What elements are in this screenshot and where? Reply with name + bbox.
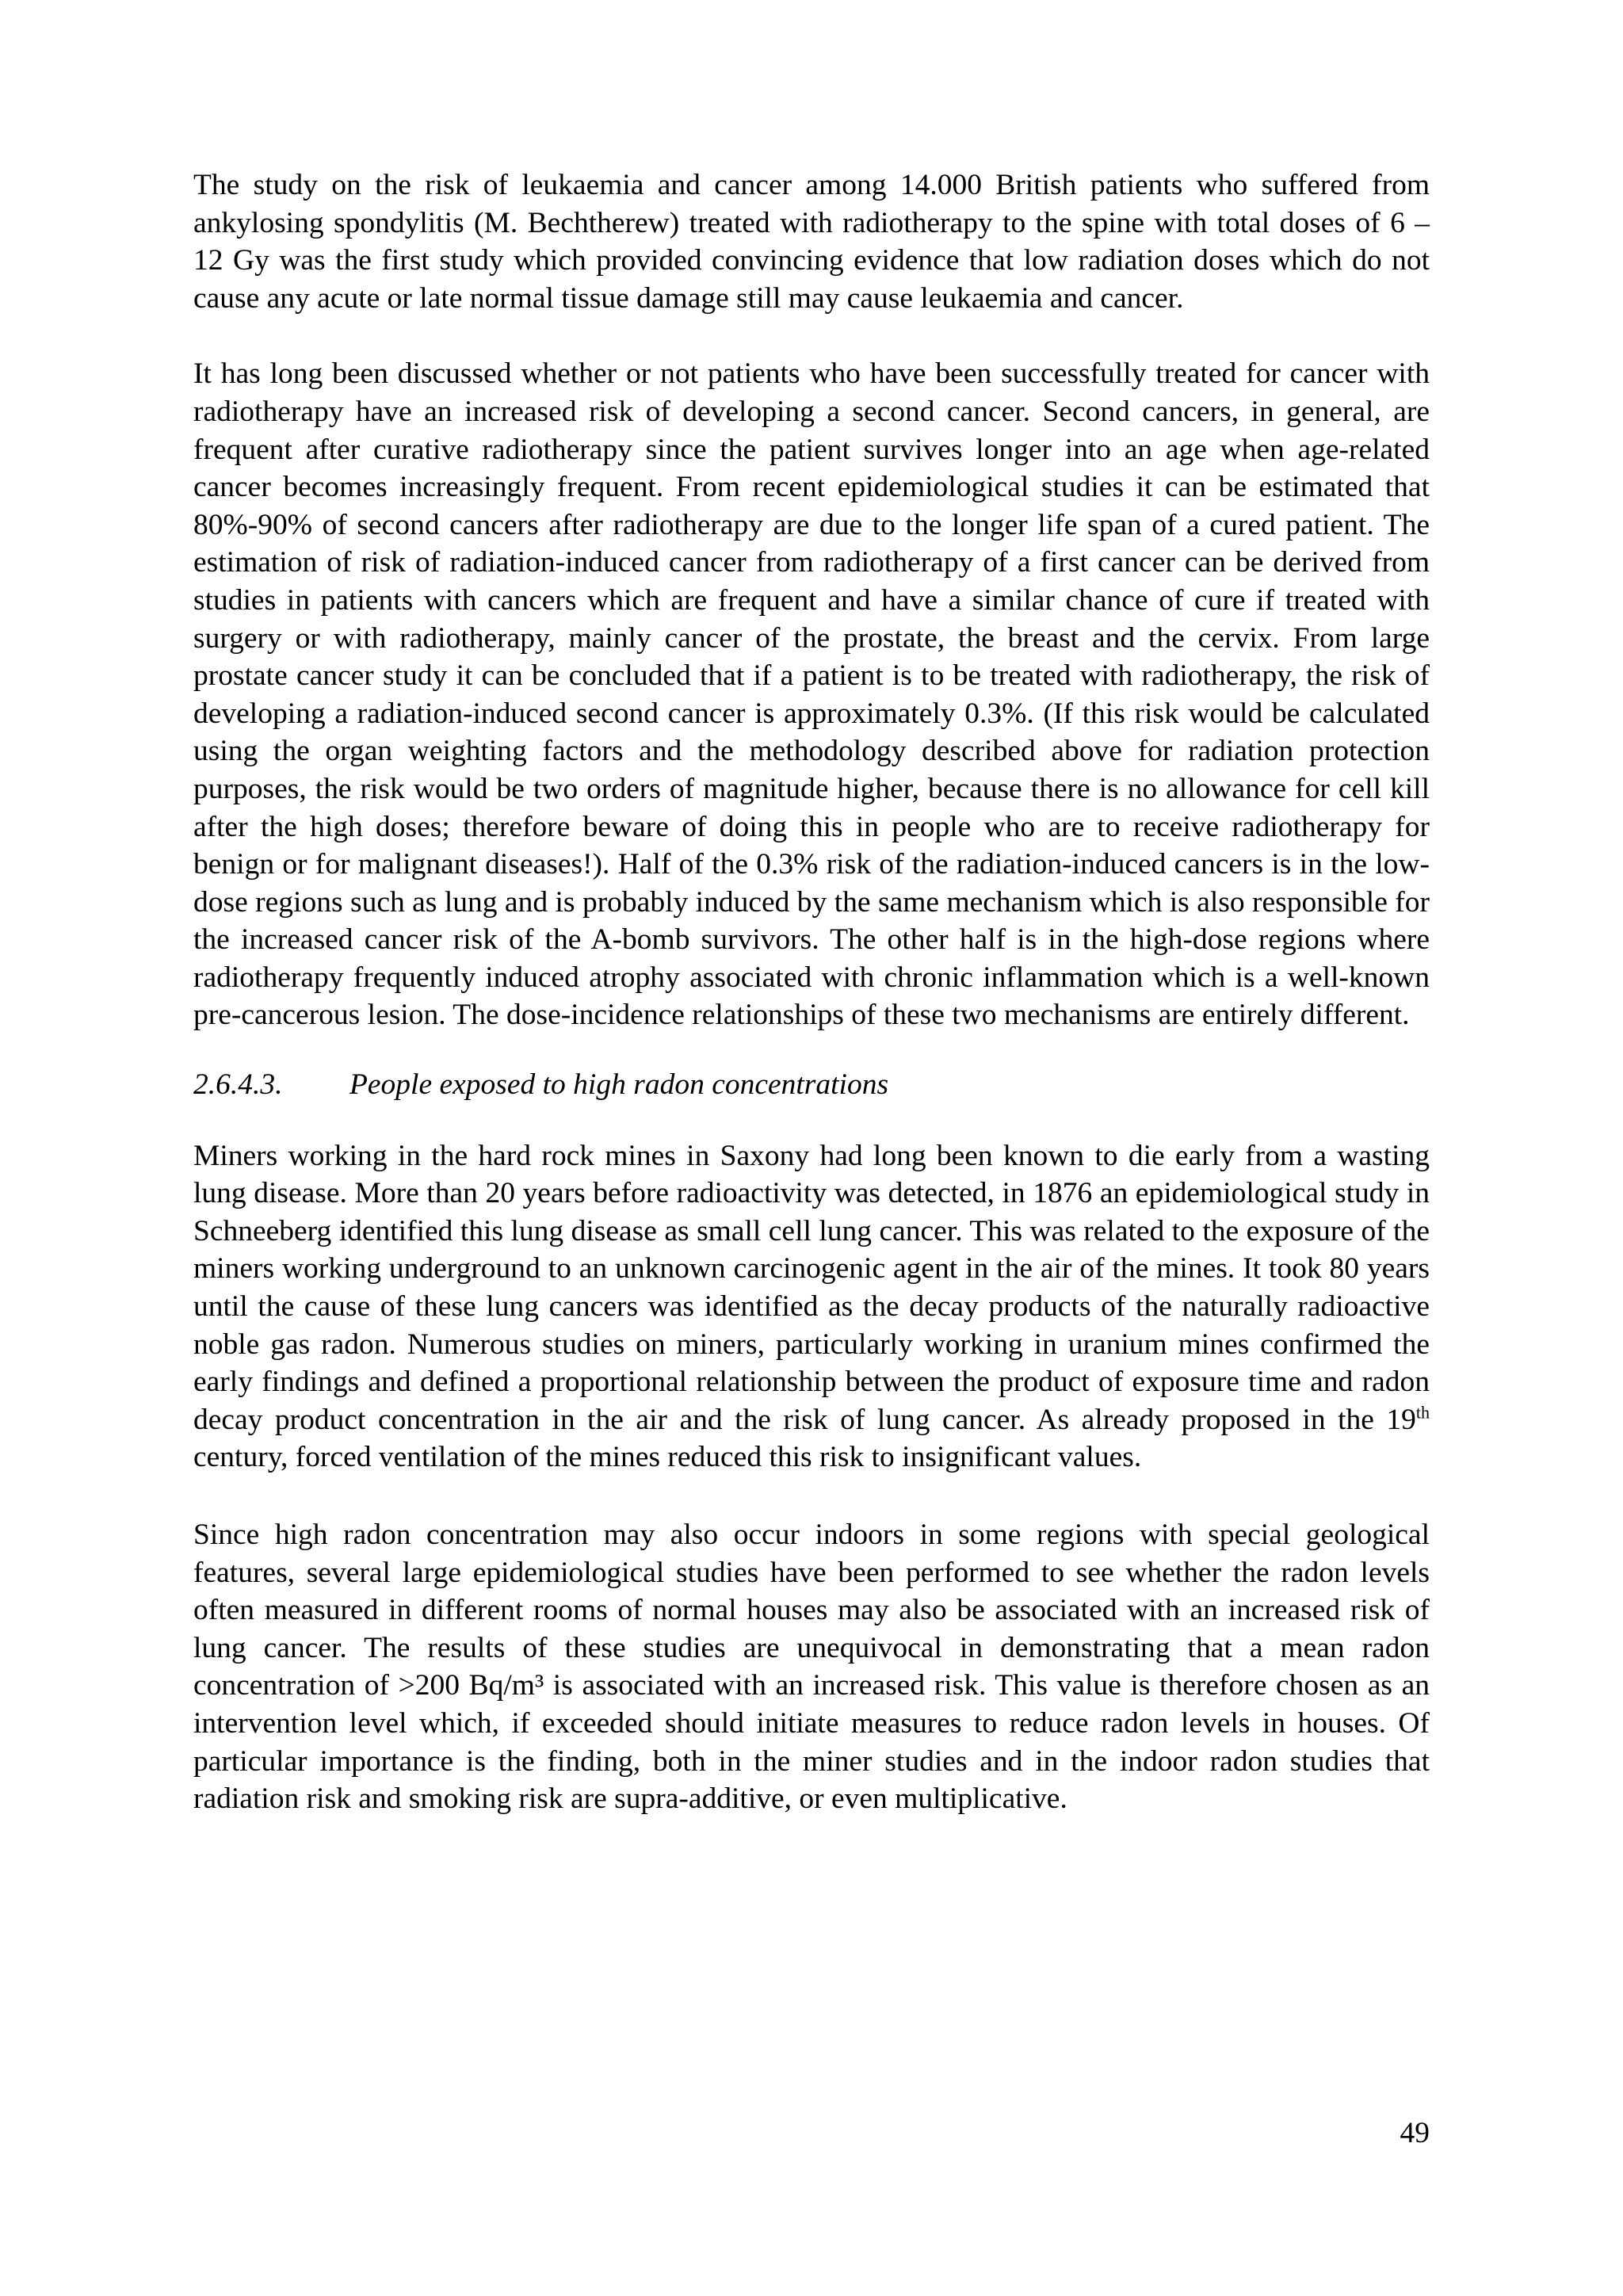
miners-text-part-2: century, forced ventilation of the mines reduced this risk to insignificant values.: [193, 1441, 1142, 1474]
section-heading: [193, 1066, 1430, 1104]
page-number: 49: [1400, 2117, 1430, 2149]
paragraph-indoor-radon: Since high radon concentration may also occur indoors in some regions with special geological features, several large epidemiological studies have been performed to see whether the radon levels often measured in different rooms of normal houses may also be associated with an increased risk of lung cancer. The results of these studies are unequivocal in demonstrating that a mean radon concentration of >200 Bq/m³ is associated with an increased risk. This value is therefore chosen as an intervention level which, if exceeded should initiate measures to reduce radon levels in houses. Of particular importance is the finding, both in the miner studies and in the indoor radon studies that radiation risk and smoking risk are supra-additive, or even multiplicative.: [193, 1519, 1430, 1816]
miners-text-part-1: Miners working in the hard rock mines in Saxony had long been known to die early from a wasting lung disease. More than 20 years before radioactivity was detected, in 1876 an epidemiological study in Schneeberg identified this lung disease as small cell lung cancer. This was related to the exposure of the miners working underground to an unknown carcinogenic agent in the air of the mines. It took 80 years until the cause of these lung cancers was identified as the decay products of the naturally radioactive noble gas radon. Numerous studies on miners, particularly working in uranium mines confirmed the early findings and defined a proportional relationship between the product of exposure time and radon decay product concentration in the air and the risk of lung cancer. As already proposed in the 19: [193, 1139, 1430, 1436]
page-body: [193, 166, 1430, 1818]
section-number: 2.6.4.3.: [193, 1068, 283, 1102]
paragraph-miners-radon: [193, 1137, 1430, 1477]
paragraph-second-cancer-risk: It has long been discussed whether or not patients who have been successfully treated for cancer with radiotherapy have an increased risk of developing a second cancer. Second cancers, in general, are frequent after curative radiotherapy since the patient survives longer into an age when age-related cancer becomes increasingly frequent. From recent epidemiological studies it can be estimated that 80%-90% of second cancers after radiotherapy are due to the longer life span of a cured patient. The estimation of risk of radiation-induced cancer from radiotherapy of a first cancer can be derived from studies in patients with cancers which are frequent and have a similar chance of cure if treated with surgery or with radiotherapy, mainly cancer of the prostate, the breast and the cervix. From large prostate cancer study it can be concluded that if a patient is to be treated with radiotherapy, the risk of developing a radiation-induced second cancer is approximately 0.3%. (If this risk would be calculated using the organ weighting factors and the methodology described above for radiation protection purposes, the risk would be two orders of magnitude higher, because there is no allowance for cell kill after the high doses; therefore beware of doing this in people who are to receive radiotherapy for benign or for malignant diseases!). Half of the 0.3% risk of the radiation-induced cancers is in the low-dose regions such as lung and is probably induced by the same mechanism which is also responsible for the increased cancer risk of the A-bomb survivors. The other half is in the high-dose regions where radiotherapy frequently induced atrophy associated with chronic inflammation which is a well-known pre-cancerous lesion. The dose-incidence relationships of these two mechanisms are entirely different.: [193, 357, 1430, 1032]
paragraph-spondylitis-study: The study on the risk of leukaemia and cancer among 14.000 British patients who suffered from ankylosing spondylitis (M. Bechtherew) treated with radiotherapy to the spine with total doses of 6 – 12 Gy was the first study which provided convincing evidence that low radiation doses which do not cause any acute or late normal tissue damage still may cause leukaemia and cancer.: [193, 169, 1430, 315]
superscript-th: th: [1415, 1402, 1430, 1423]
section-title: People exposed to high radon concentrations: [349, 1068, 889, 1102]
